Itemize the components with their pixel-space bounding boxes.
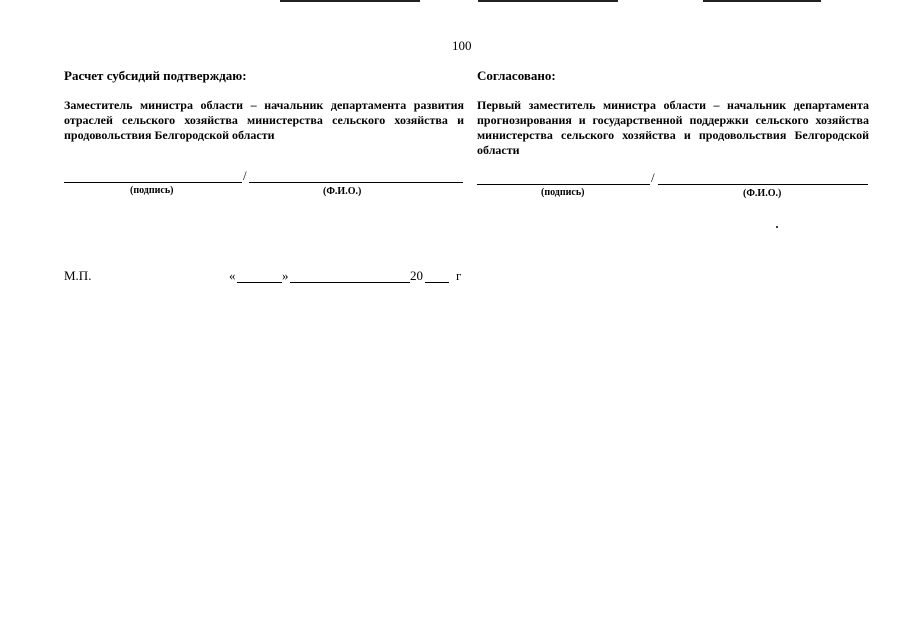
left-signature-line — [64, 182, 242, 183]
right-name-line — [658, 184, 868, 185]
right-signature-slash: / — [651, 170, 655, 185]
stamp-place-label: М.П. — [64, 268, 92, 283]
left-heading: Расчет субсидий подтверждаю: — [64, 68, 247, 83]
right-name-caption: (Ф.И.О.) — [743, 188, 782, 199]
left-position-text: Заместитель министра области – начальник департамента развития отраслей сельского хозяйства министерства сельского хозяйства и продовольствия Белгородской области — [64, 98, 464, 142]
scan-border-line — [478, 0, 618, 2]
date-month-line — [290, 282, 410, 283]
left-signature-slash: / — [243, 168, 247, 183]
right-signature-line — [477, 184, 650, 185]
scan-border-line — [703, 0, 821, 2]
page-number: 100 — [452, 38, 472, 53]
right-signature-caption: (подпись) — [541, 187, 585, 198]
date-year-suffix: г — [456, 268, 462, 283]
right-heading: Согласовано: — [477, 68, 556, 83]
scan-speck — [776, 226, 778, 228]
date-year-line — [425, 282, 449, 283]
date-close-quote: » — [282, 268, 289, 283]
left-name-caption: (Ф.И.О.) — [323, 186, 362, 197]
date-open-quote: « — [229, 268, 236, 283]
left-signature-caption: (подпись) — [130, 185, 174, 196]
date-year-prefix: 20 — [410, 268, 423, 283]
right-position-text: Первый заместитель министра области – начальник департамента прогнозирования и государственной поддержки сельского хозяйства министерства сельского хозяйства и продовольствия Белгородской области — [477, 98, 869, 157]
left-name-line — [249, 182, 463, 183]
scan-border-line — [280, 0, 420, 2]
date-day-line — [237, 282, 282, 283]
